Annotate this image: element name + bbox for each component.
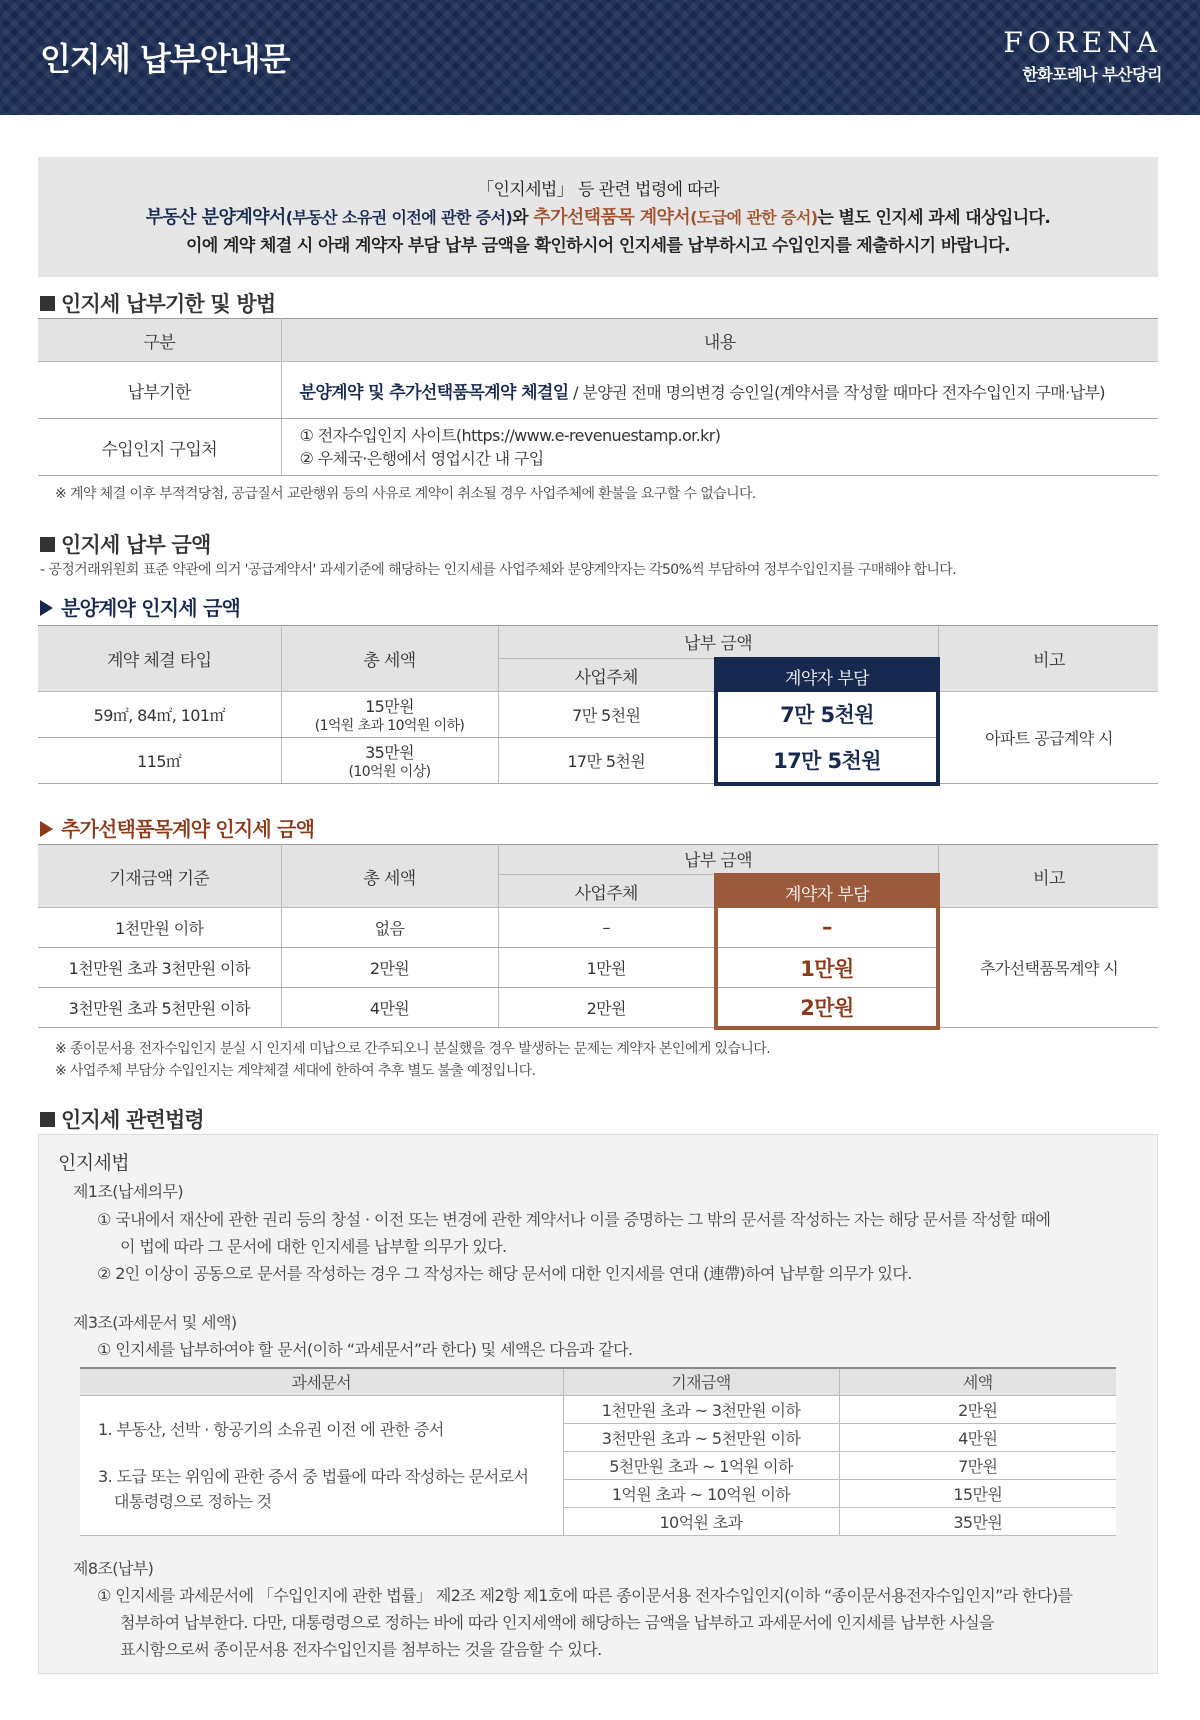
cell-basis: 1천만원 초과 3천만원 이하 xyxy=(38,948,281,988)
header-total: 총 세액 xyxy=(281,845,498,908)
cell-basis: 1천만원 이하 xyxy=(38,908,281,948)
section-heading-text: 인지세 납부 금액 xyxy=(61,533,211,557)
section-heading-text: 인지세 납부기한 및 방법 xyxy=(61,292,276,316)
cell-amount: 1천만원 초과 ~ 3천만원 이하 xyxy=(563,1395,839,1423)
table-header-row xyxy=(38,845,1158,875)
option-tax-table xyxy=(38,844,1158,1030)
header-banner xyxy=(0,0,1200,115)
section-heading-law xyxy=(40,1104,204,1134)
table-header-row xyxy=(38,319,1158,362)
notice-option-contract-sub: (도급에 관한 증서) xyxy=(690,208,818,227)
table-row xyxy=(38,908,1158,948)
subheading-text: 추가선택품목계약 인지세 금액 xyxy=(61,817,315,841)
header-basis: 기재금액 기준 xyxy=(38,845,281,908)
cell-amount: 5천만원 초과 ~ 1억원 이하 xyxy=(563,1451,839,1479)
cell-total xyxy=(281,738,498,784)
subheading-sale xyxy=(40,592,240,621)
doc-type-1: 1. 부동산, 선박 · 항공기의 소유권 이전 에 관한 증서 xyxy=(98,1419,444,1439)
burden-note: - 공정거래위원회 표준 약관에 의거 '공급계약서' 과세기준에 해당하는 인지세를 사업주체와 분양계약자는 각50%씩 부담하여 정부수입인지를 구매해야 합니다. xyxy=(40,562,957,578)
distribution-note: ※ 사업주체 부담分 수입인지는 계약체결 세대에 한하여 추후 별도 불출 예정입니다. xyxy=(55,1063,536,1079)
cell-contractor: 2만원 xyxy=(716,988,938,1028)
header-amount: 기재금액 xyxy=(563,1368,839,1395)
notice-and: 와 xyxy=(512,208,534,228)
square-bullet-icon xyxy=(40,537,55,552)
article8-l3: 표시함으로써 종이문서용 전자수입인지를 첨부하는 것을 갈음할 수 있다. xyxy=(120,1640,602,1659)
header-contractor: 계약자 부담 xyxy=(716,659,938,692)
article1-p1b: 이 법에 따라 그 문서에 대한 인지세를 납부할 의무가 있다. xyxy=(120,1237,507,1256)
cell-type: 59㎡, 84㎡, 101㎡ xyxy=(38,692,281,738)
header-tax: 세액 xyxy=(839,1368,1116,1395)
brand-logo xyxy=(1003,28,1162,85)
header-remark: 비고 xyxy=(938,626,1158,692)
deadline-table xyxy=(38,318,1158,476)
notice-line3: 이에 계약 체결 시 아래 계약자 부담 납부 금액을 확인하시어 인지세를 납부하시고 수입인지를 제출하시기 바랍니다. xyxy=(186,236,1010,256)
article8-l2: 첨부하여 납부한다. 다만, 대통령령으로 정하는 바에 따라 인지세액에 해당하는 금액을 납부하고 과세문서에 인지세를 납부한 사실을 xyxy=(120,1613,995,1632)
loss-note: ※ 종이문서용 전자수입인지 분실 시 인지세 미납으로 간주되오니 분실했을 경우 발생하는 문제는 계약자 본인에게 있습니다. xyxy=(55,1041,771,1057)
header-doc: 과세문서 xyxy=(80,1368,563,1395)
tax-doc-table xyxy=(80,1367,1116,1536)
notice-option-contract: 추가선택품목 계약서 xyxy=(533,207,691,228)
header-content: 내용 xyxy=(281,319,1158,362)
cell-tax: 7만원 xyxy=(839,1451,1116,1479)
total-sub: (1억원 초과 10억원 이하) xyxy=(314,718,465,734)
header-business: 사업주체 xyxy=(498,875,716,908)
table-header-row xyxy=(38,626,1158,659)
cell-business: 2만원 xyxy=(498,988,716,1028)
cell-amount: 10억원 초과 xyxy=(563,1507,839,1535)
cell-tax: 35만원 xyxy=(839,1507,1116,1535)
total-value: 35만원 xyxy=(365,743,414,762)
cell-total: 없음 xyxy=(281,908,498,948)
article1-title: 제1조(납세의무) xyxy=(73,1182,184,1201)
deadline-rest: / 분양권 전매 명의변경 승인일(계약서를 작성할 때마다 전자수입인지 구매·납부) xyxy=(568,382,1105,402)
cell-total: 4만원 xyxy=(281,988,498,1028)
triangle-bullet-icon xyxy=(40,821,53,837)
cell-contractor: 7만 5천원 xyxy=(716,692,938,738)
sale-tax-table xyxy=(38,625,1158,786)
table-row xyxy=(38,419,1158,476)
refund-note: ※ 계약 체결 이후 부적격당첨, 공급질서 교란행위 등의 사유로 계약이 취소될 경우 사업주체에 환불을 요구할 수 없습니다. xyxy=(55,486,756,502)
square-bullet-icon xyxy=(40,1112,55,1127)
cell-basis: 3천만원 초과 5천만원 이하 xyxy=(38,988,281,1028)
article8-l1: ① 인지세를 과세문서에 「수입인지에 관한 법률」 제2조 제2항 제1호에 따른 종이문서용 전자수입인지(이하 “종이문서용전자수입인지”라 한다)를 xyxy=(97,1586,1073,1605)
article8-title: 제8조(납부) xyxy=(73,1559,154,1578)
table-row xyxy=(38,362,1158,419)
article1-p2: ② 2인 이상이 공동으로 문서를 작성하는 경우 그 작성자는 해당 문서에 대한 인지세를 연대 (連帶)하여 납부할 의무가 있다. xyxy=(97,1264,912,1283)
table-row xyxy=(38,692,1158,738)
section-heading-deadline xyxy=(40,288,275,318)
header-payment: 납부 금액 xyxy=(498,626,938,659)
cell-total xyxy=(281,692,498,738)
cell-type: 115㎡ xyxy=(38,738,281,784)
header-business: 사업주체 xyxy=(498,659,716,692)
notice-sale-contract-sub: (부동산 소유권 이전에 관한 증서) xyxy=(285,208,513,227)
notice-sale-contract: 부동산 분양계약서 xyxy=(145,207,286,228)
row-label-deadline: 납부기한 xyxy=(38,362,281,419)
header-total: 총 세액 xyxy=(281,626,498,692)
row-label-purchase: 수입인지 구입처 xyxy=(38,419,281,476)
header-contractor: 계약자 부담 xyxy=(716,875,938,908)
cell-tax: 2만원 xyxy=(839,1395,1116,1423)
cell-amount: 1억원 초과 ~ 10억원 이하 xyxy=(563,1479,839,1507)
section-heading-amount xyxy=(40,529,210,559)
total-value: 15만원 xyxy=(365,697,414,716)
cell-contractor: – xyxy=(716,908,938,948)
notice-tax-target: 는 별도 인지세 과세 대상입니다. xyxy=(817,208,1051,228)
section-heading-text: 인지세 관련법령 xyxy=(61,1108,204,1132)
row-content-deadline xyxy=(281,362,1158,419)
header-remark: 비고 xyxy=(938,845,1158,908)
cell-remark: 아파트 공급계약 시 xyxy=(938,692,1158,784)
subheading-option xyxy=(40,813,314,842)
cell-business: 17만 5천원 xyxy=(498,738,716,784)
cell-business: 1만원 xyxy=(498,948,716,988)
purchase-post-bank: ② 우체국·은행에서 영업시간 내 구입 xyxy=(299,449,544,468)
cell-remark: 추가선택품목계약 시 xyxy=(938,908,1158,1028)
header-type: 계약 체결 타입 xyxy=(38,626,281,692)
cell-business: – xyxy=(498,908,716,948)
table-header-row xyxy=(80,1368,1116,1395)
cell-amount: 3천만원 초과 ~ 5천만원 이하 xyxy=(563,1423,839,1451)
square-bullet-icon xyxy=(40,296,55,311)
row-content-purchase xyxy=(281,419,1158,476)
notice-line1: 「인지세법」 등 관련 법령에 따라 xyxy=(477,180,719,200)
doc-type-3b: 대통령령으로 정하는 것 xyxy=(114,1491,272,1511)
article3-title: 제3조(과세문서 및 세액) xyxy=(73,1313,237,1332)
law-name: 인지세법 xyxy=(58,1152,130,1174)
notice-box xyxy=(38,157,1158,277)
brand-sub: 한화포레나 부산당리 xyxy=(1022,65,1162,84)
cell-business: 7만 5천원 xyxy=(498,692,716,738)
cell-doc-types xyxy=(80,1395,563,1535)
cell-tax: 4만원 xyxy=(839,1423,1116,1451)
subheading-text: 분양계약 인지세 금액 xyxy=(61,596,241,620)
table-row xyxy=(80,1395,1116,1423)
page-title: 인지세 납부안내문 xyxy=(40,40,290,78)
brand-name: FORENA xyxy=(1003,26,1162,59)
triangle-bullet-icon xyxy=(40,600,53,616)
article1-p1a: ① 국내에서 재산에 관한 권리 등의 창설 · 이전 또는 변경에 관한 계약서나 이를 증명하는 그 밖의 문서를 작성하는 자는 해당 문서를 작성할 때에 xyxy=(97,1210,1051,1229)
article3-p1: ① 인지세를 납부하여야 할 문서(이하 “과세문서”라 한다) 및 세액은 다음과 같다. xyxy=(97,1340,633,1359)
deadline-highlight: 분양계약 및 추가선택품목계약 체결일 xyxy=(299,382,569,403)
cell-tax: 15만원 xyxy=(839,1479,1116,1507)
purchase-site: ① 전자수입인지 사이트(https://www.e-revenuestamp.or.kr) xyxy=(299,426,721,445)
cell-contractor: 17만 5천원 xyxy=(716,738,938,784)
notice-line2 xyxy=(38,204,1158,232)
header-category: 구분 xyxy=(38,319,281,362)
cell-total: 2만원 xyxy=(281,948,498,988)
doc-type-3a: 3. 도급 또는 위임에 관한 증서 중 법률에 따라 작성하는 문서로서 xyxy=(98,1466,529,1486)
header-payment: 납부 금액 xyxy=(498,845,938,875)
total-sub: (10억원 이상) xyxy=(348,764,431,780)
cell-contractor: 1만원 xyxy=(716,948,938,988)
